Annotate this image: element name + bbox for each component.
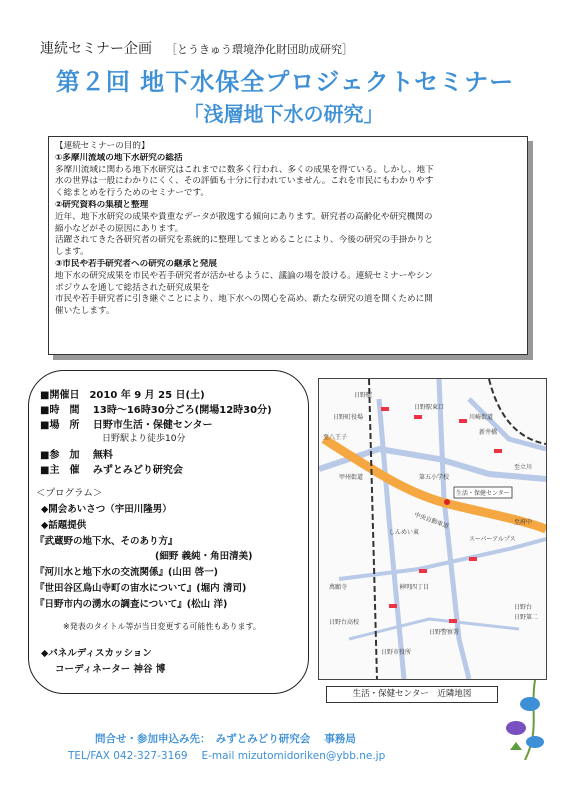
event-info-box <box>28 370 309 694</box>
map-graphic <box>319 379 546 679</box>
program-opening: ◆開会あいさつ（宇田川隆男） <box>41 504 172 515</box>
map-label: 日野町役場 <box>333 414 364 421</box>
map-label: 至八王子 <box>323 434 348 441</box>
contact-line: 問合せ・参加申込み先： みずとみどり研究会 事務局 <box>95 733 356 745</box>
purpose-lines <box>55 153 521 318</box>
map-label: 日野台高校 <box>329 619 360 626</box>
map-label: 日野台 <box>514 604 533 611</box>
map-label: 日野第二 <box>514 614 539 621</box>
event-date: ■開催日 2010 年 9 月 25 日(土) <box>40 390 205 401</box>
purpose-line: 市民や若手研究者に引き継ぐことにより、地下水への関心を高め、新たな研究の道を開くために開 <box>55 294 433 305</box>
event-time: ■時 間 13時～16時30分ごろ(開場12時30分) <box>40 405 272 416</box>
purpose-line: 多摩川流域に関わる地下水研究はこれまでに数多く行われ、多くの成果を得ている。しかし、地下 <box>55 164 434 175</box>
morning-glory-decoration <box>490 680 550 760</box>
event-fee: ■参 加 無料 <box>40 450 113 461</box>
series-header <box>40 38 353 58</box>
purpose-line: ②研究資料の集積と整理 <box>55 199 149 210</box>
map-label: 神明四丁目 <box>399 584 430 591</box>
event-access: 日野駅より徒歩10分 <box>102 434 186 444</box>
program-heading: ＜プログラム＞ <box>36 488 103 499</box>
panel-heading: ◆パネルディスカッション <box>41 648 152 659</box>
map-road-label: 中央自動車道 <box>413 511 450 531</box>
map-street <box>339 539 546 579</box>
map-street <box>379 399 404 679</box>
map-label: 新井橋 <box>479 429 498 436</box>
series-label: 連続セミナー企画 <box>40 41 152 57</box>
map-label: 川崎街道 <box>469 414 494 421</box>
purpose-line: 活躍されてきた各研究者の研究を系統的に整理してまとめることにより、今後の研究の手掛かりと <box>55 235 434 246</box>
event-venue: ■場 所 日野市生活・保健センター <box>40 420 213 431</box>
event-host: ■主 催 みずとみどり研究会 <box>40 465 183 476</box>
grant-label: ［とうきゅう環境浄化財団助成研究］ <box>166 43 353 56</box>
talk-3-title: 『世田谷区烏山寺町の宙水について』(堀内 清司) <box>35 583 247 594</box>
map-label: 日野警察署 <box>429 629 460 636</box>
program-note: ※発表のタイトル等が当日変更する可能性もあります。 <box>63 622 261 631</box>
map-label: 至府中 <box>514 519 533 526</box>
map-destination-label: 生活・保健センター <box>456 490 510 497</box>
purpose-line: 催いたします。 <box>55 306 115 317</box>
map-street <box>469 399 546 449</box>
purpose-line: く総まとめを行うためのセミナーです。 <box>55 188 210 199</box>
map-expressway <box>324 439 546 529</box>
map-label: 至立川 <box>514 464 533 471</box>
map-caption: 生活・保健センター 近隣地図 <box>326 686 498 703</box>
purpose-line: 近年、地下水研究の成果や貴重なデータが散逸する傾向にあります。研究者の高齢化や研究機関の <box>55 211 433 222</box>
page-subtitle: 「浅層地下水の研究」 <box>183 102 384 126</box>
purpose-line: 地下水の研究成果を市民や若手研究者が活かせるように、議論の場を設ける。連続セミナーやシン <box>55 270 433 281</box>
purpose-line: ポジウムを通して総括された研究成果を <box>55 282 210 293</box>
purpose-line: 水の世界は一般にわかりにくく、その評価も十分に行われていません。これを市民にもわかりやす <box>55 176 434 187</box>
talk-4-title: 『日野市内の湧水の調査について』(松山 洋) <box>35 599 228 610</box>
purpose-line: 縮小などがその原因にあります。 <box>55 223 184 234</box>
contact-phone-email: TEL/FAX 042-327-3169 E-mail mizutomidoriken@ybb.ne.jp <box>68 750 386 762</box>
talk-1-title: 『武蔵野の地下水、そのあり方』 <box>35 536 178 547</box>
map-label: 第五小学校 <box>419 474 450 481</box>
purpose-line: します。 <box>55 247 89 258</box>
page-title: 第２回 地下水保全プロジェクトセミナー <box>55 68 515 96</box>
map-label: 日野市役所 <box>381 649 412 656</box>
map-label: 甲州街道 <box>339 474 364 481</box>
map-label: スーパーアルプス <box>469 536 516 543</box>
neighborhood-map <box>318 378 547 680</box>
map-label: 日野駅東口 <box>414 404 445 411</box>
map-railway <box>489 379 546 444</box>
map-label: 萬願寺 <box>329 584 348 591</box>
purpose-box <box>48 136 528 355</box>
talk-2-title: 『河川水と地下水の交流関係』(山田 啓一) <box>35 567 218 578</box>
panel-coordinator: コーディネーター 神谷 博 <box>55 664 166 675</box>
purpose-line: ①多摩川流域の地下水研究の総括 <box>55 152 183 163</box>
program-topics-heading: ◆話題提供 <box>41 520 87 531</box>
purpose-line: ③市民や若手研究者への研究の継承と発展 <box>55 258 217 269</box>
purpose-heading: 【連続セミナーの目的】 <box>55 141 150 151</box>
map-destination-marker <box>444 499 450 505</box>
map-label: しんめい東 <box>389 529 420 536</box>
talk-1-speakers: (細野 義純・角田清美) <box>155 551 253 562</box>
map-label: 日野駅 <box>354 392 373 399</box>
